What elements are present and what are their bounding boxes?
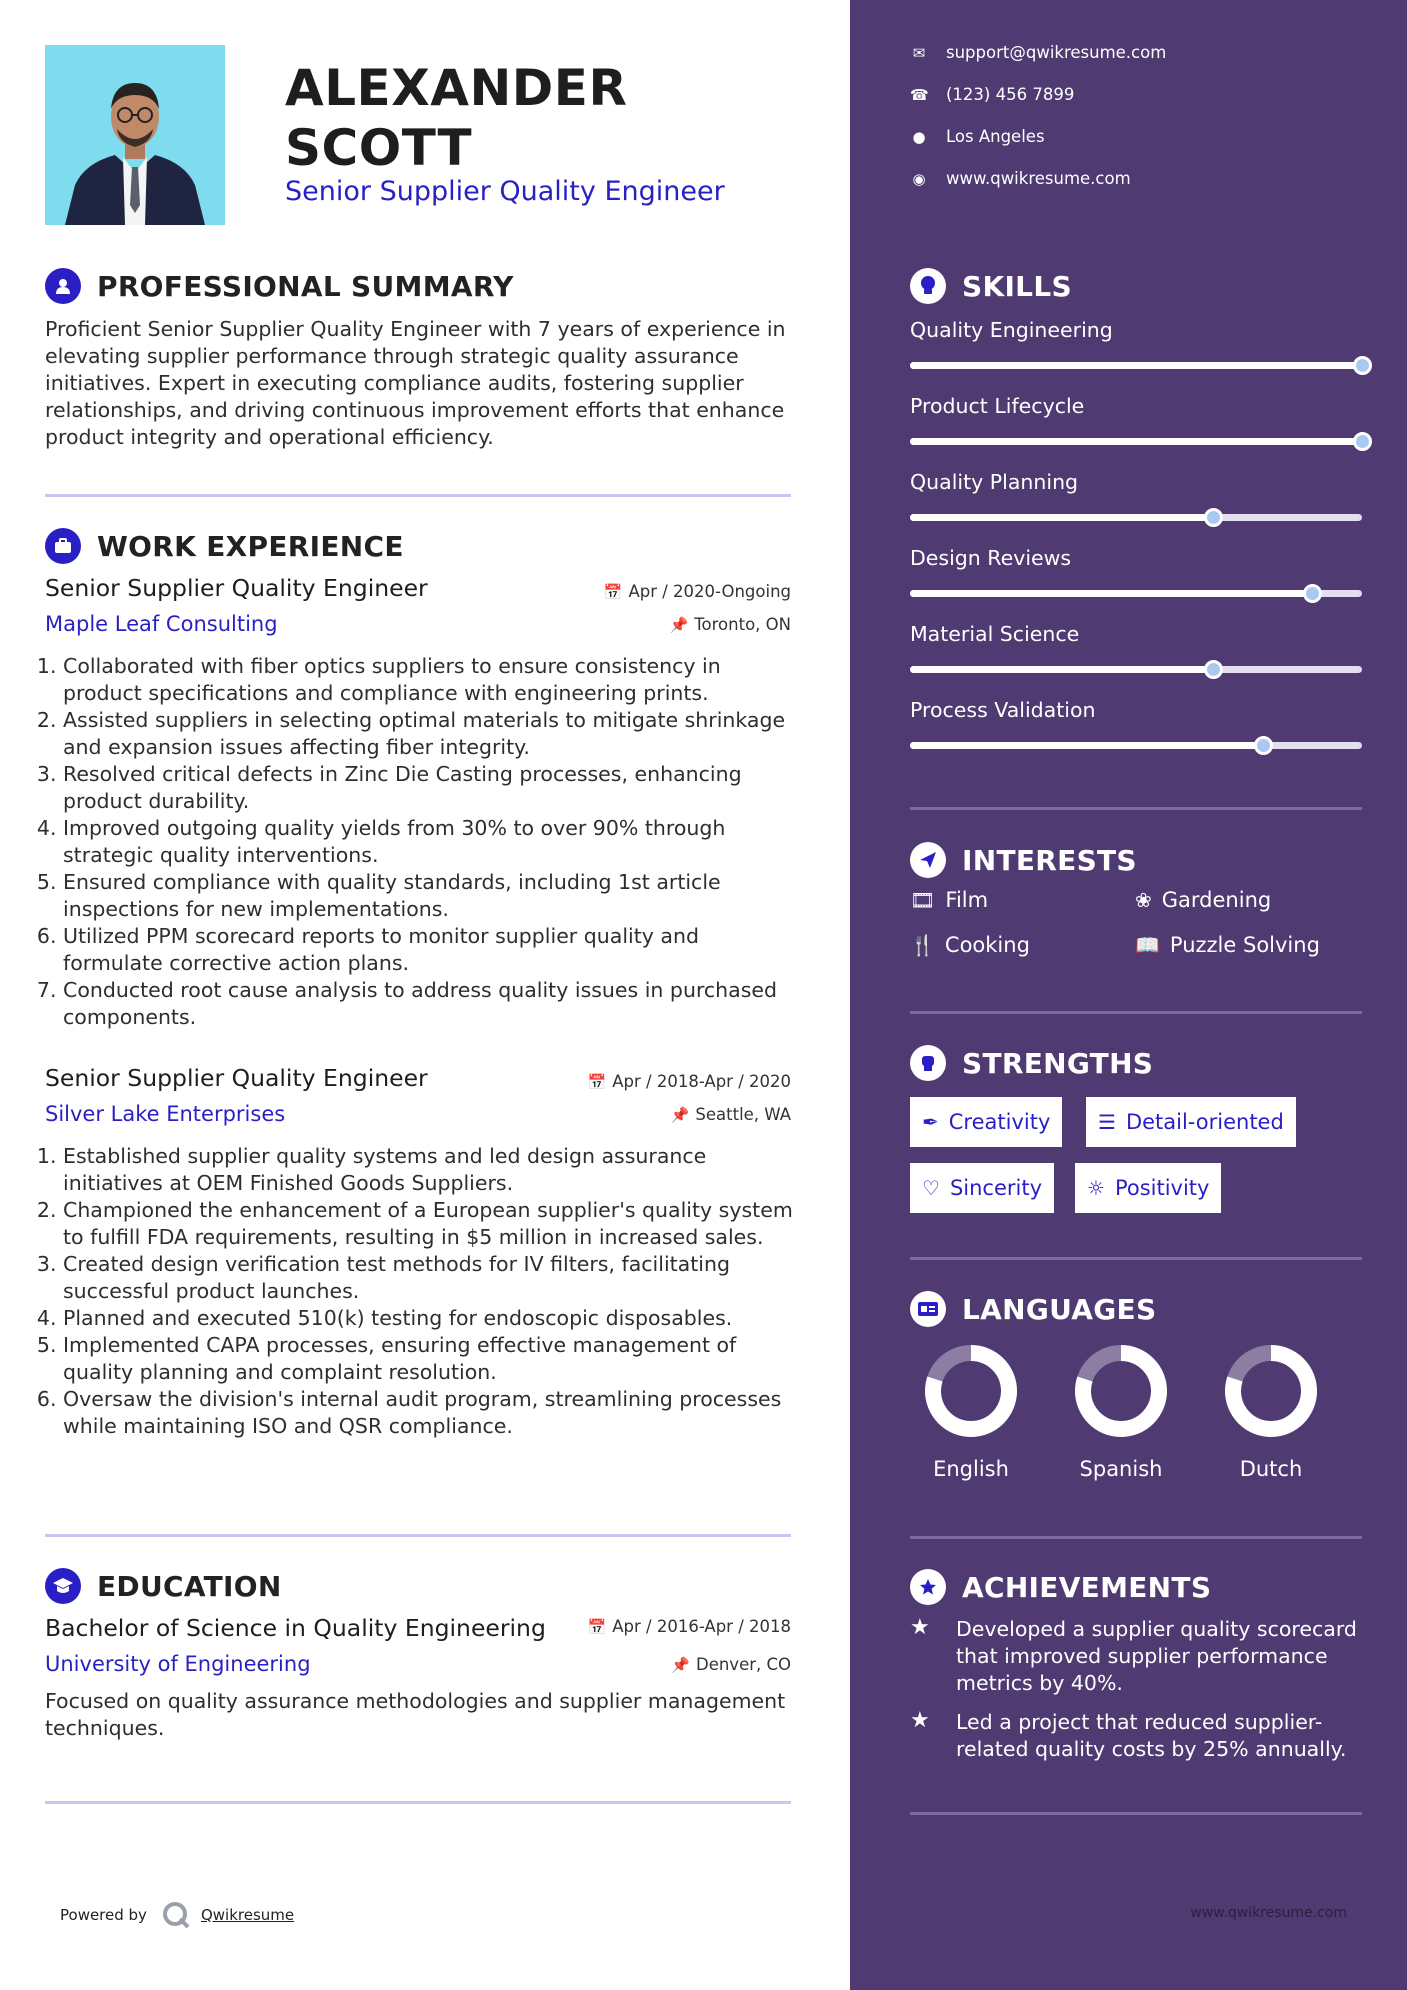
degree-title: Bachelor of Science in Quality Engineering <box>45 1614 546 1642</box>
summary-title: PROFESSIONAL SUMMARY <box>97 269 514 303</box>
skill-slider-knob <box>1353 432 1372 451</box>
language-item <box>1056 1343 1186 1481</box>
language-label: Dutch <box>1239 1457 1303 1481</box>
job-date-text: Apr / 2018-Apr / 2020 <box>612 1072 791 1091</box>
contact-phone <box>910 85 1074 104</box>
name-line-2: SCOTT <box>285 119 473 177</box>
strength-badge <box>1075 1163 1221 1213</box>
contact-phone-text: (123) 456 7899 <box>946 85 1075 104</box>
contact-email <box>910 43 1166 62</box>
interest-item <box>1135 888 1271 912</box>
envelope-icon: ✉ <box>912 43 926 62</box>
paper-plane-icon <box>910 842 946 878</box>
education-title: EDUCATION <box>97 1569 282 1603</box>
qwikresume-link[interactable]: Qwikresume <box>200 1906 295 1924</box>
map-marker-icon: ● <box>912 127 926 146</box>
education-location-text: Denver, CO <box>695 1655 791 1674</box>
skill-label: Process Validation <box>910 698 1096 722</box>
skill-slider-knob <box>1204 660 1223 679</box>
phone-icon: ☎ <box>910 85 929 104</box>
user-icon <box>45 268 81 304</box>
divider <box>45 1534 791 1537</box>
paintbrush-icon: ✒ <box>922 1110 939 1134</box>
education-date <box>588 1617 791 1636</box>
film-icon: 🎞 <box>910 888 936 912</box>
skill-bar-fill <box>910 514 1213 521</box>
language-ring <box>1223 1343 1319 1439</box>
experience-title: WORK EXPERIENCE <box>97 529 404 563</box>
skill-label: Material Science <box>910 622 1080 646</box>
summary-heading <box>45 268 514 304</box>
calendar-icon: 📅 <box>603 583 623 601</box>
skill-bar <box>910 742 1362 749</box>
list-item: 2. Assisted suppliers in selecting optimal materials to mitigate shrinkage and expansion issues affecting fiber integrity. <box>63 707 803 761</box>
list-icon: ☰ <box>1098 1110 1116 1134</box>
book-icon: 📖 <box>1135 933 1160 957</box>
contact-website <box>910 169 1131 188</box>
divider <box>45 494 791 497</box>
leaf-icon: ❀ <box>1135 888 1152 912</box>
name-line-1: ALEXANDER <box>285 59 628 117</box>
list-item: 1. Established supplier quality systems and led design assurance initiatives at OEM Finished Goods Suppliers. <box>63 1143 803 1197</box>
list-item: 2. Championed the enhancement of a European supplier's quality system to fulfill FDA requirements, resulting in $5 million in increased sales. <box>63 1197 803 1251</box>
achievements-title: ACHIEVEMENTS <box>962 1570 1212 1604</box>
language-item <box>906 1343 1036 1481</box>
strength-badge <box>1086 1097 1296 1147</box>
divider <box>910 1536 1362 1539</box>
skill-slider-knob <box>1254 736 1273 755</box>
skill-bar <box>910 666 1362 673</box>
strength-label: Detail-oriented <box>1125 1110 1284 1134</box>
job-duties-list <box>63 653 803 1031</box>
skill-bar-fill <box>910 438 1362 445</box>
education-date-text: Apr / 2016-Apr / 2018 <box>612 1617 791 1636</box>
pin-icon: 📌 <box>669 616 689 634</box>
language-label: English <box>933 1457 1009 1481</box>
calendar-icon: 📅 <box>587 1073 607 1091</box>
skill-bar-fill <box>910 590 1312 597</box>
skill-bar-fill <box>910 742 1263 749</box>
list-item: 3. Created design verification test methods for IV filters, facilitating successful product launches. <box>63 1251 803 1305</box>
job-date <box>604 582 791 601</box>
interest-label: Gardening <box>1161 888 1272 912</box>
job-location <box>670 615 791 634</box>
briefcase-icon <box>45 528 81 564</box>
divider <box>910 1011 1362 1014</box>
job-location-text: Toronto, ON <box>694 615 791 634</box>
job-date <box>588 1072 791 1091</box>
interest-label: Film <box>945 888 989 912</box>
powered-by <box>60 1900 294 1930</box>
school-name: University of Engineering <box>45 1652 311 1676</box>
skill-label: Quality Planning <box>910 470 1079 494</box>
skill-bar <box>910 438 1362 445</box>
profile-photo <box>45 45 225 225</box>
powered-by-label: Powered by <box>60 1906 147 1924</box>
language-ring <box>1073 1343 1169 1439</box>
skill-bar <box>910 590 1362 597</box>
skill-bar-fill <box>910 362 1362 369</box>
language-item <box>1206 1343 1336 1481</box>
interest-label: Cooking <box>944 933 1030 957</box>
pin-icon: 📌 <box>670 1106 690 1124</box>
star-badge-icon <box>910 1569 946 1605</box>
utensils-icon: 🍴 <box>910 933 935 957</box>
strength-badge <box>910 1163 1054 1213</box>
strength-label: Positivity <box>1114 1176 1210 1200</box>
skill-label: Design Reviews <box>910 546 1072 570</box>
language-card-icon <box>910 1291 946 1327</box>
list-item: 1. Collaborated with fiber optics suppliers to ensure consistency in product specifications and compliance with engineering prints. <box>63 653 803 707</box>
skill-bar <box>910 514 1362 521</box>
education-text: Focused on quality assurance methodologies and supplier management techniques. <box>45 1689 786 1740</box>
qwikresume-logo-icon <box>161 1900 191 1930</box>
star-icon: ★ <box>910 1708 930 1733</box>
experience-heading <box>45 528 404 564</box>
job-location-text: Seattle, WA <box>695 1105 791 1124</box>
contact-website-text[interactable]: www.qwikresume.com <box>946 169 1131 188</box>
list-item: 6. Oversaw the division's internal audit program, streamlining processes while maintaining ISO and QSR compliance. <box>63 1386 803 1440</box>
contact-email-text[interactable]: support@qwikresume.com <box>946 43 1167 62</box>
globe-icon: ◉ <box>912 169 926 188</box>
graduation-cap-icon <box>45 1568 81 1604</box>
achievement-item <box>910 1709 1370 1763</box>
achievement-item <box>910 1616 1370 1697</box>
job-location <box>671 1105 791 1124</box>
skill-bar <box>910 362 1362 369</box>
interest-item <box>910 933 1030 957</box>
calendar-icon: 📅 <box>587 1618 607 1636</box>
job-title: Senior Supplier Quality Engineer <box>45 574 428 602</box>
skill-label: Product Lifecycle <box>910 394 1085 418</box>
lightbulb-icon <box>910 268 946 304</box>
candidate-name <box>285 58 627 178</box>
achievements-heading <box>910 1569 1211 1605</box>
skill-slider-knob <box>1204 508 1223 527</box>
skill-slider-knob <box>1303 584 1322 603</box>
skills-title: SKILLS <box>962 269 1072 303</box>
divider <box>910 807 1362 810</box>
contact-location <box>910 127 1045 146</box>
interest-label: Puzzle Solving <box>1169 933 1320 957</box>
sidebar <box>850 0 1407 1990</box>
star-icon: ★ <box>910 1615 930 1640</box>
job-title: Senior Supplier Quality Engineer <box>45 1064 428 1092</box>
summary-text: Proficient Senior Supplier Quality Engineer with 7 years of experience in elevating supplier performance through strategic quality assurance initiatives. Expert in executing compliance audits, fostering supplier relationships, and driving continuous improvement efforts that enhance product integrity and operational efficiency. <box>45 317 786 449</box>
interests-title: INTERESTS <box>962 843 1137 877</box>
fist-icon <box>910 1045 946 1081</box>
strengths-title: STRENGTHS <box>962 1046 1154 1080</box>
pin-icon: 📌 <box>671 1656 690 1674</box>
list-item: 7. Conducted root cause analysis to address quality issues in purchased components. <box>63 977 803 1031</box>
job-duties-list <box>63 1143 803 1440</box>
skill-slider-knob <box>1353 356 1372 375</box>
footer-website[interactable]: www.qwikresume.com <box>1190 1905 1347 1921</box>
list-item: 4. Improved outgoing quality yields from 30% to over 90% through strategic quality interventions. <box>63 815 803 869</box>
job-company: Silver Lake Enterprises <box>45 1102 286 1126</box>
skill-label: Quality Engineering <box>910 318 1113 342</box>
education-location <box>671 1655 791 1674</box>
sun-icon: ☼ <box>1087 1176 1105 1200</box>
strength-badge <box>910 1097 1062 1147</box>
heart-icon: ♡ <box>922 1176 940 1200</box>
languages-title: LANGUAGES <box>962 1292 1157 1326</box>
divider <box>45 1801 791 1804</box>
interests-heading <box>910 842 1137 878</box>
interest-item <box>910 888 988 912</box>
candidate-role: Senior Supplier Quality Engineer <box>285 176 725 207</box>
strength-label: Creativity <box>948 1110 1051 1134</box>
education-heading <box>45 1568 282 1604</box>
skill-bar-fill <box>910 666 1213 673</box>
list-item: 5. Implemented CAPA processes, ensuring effective management of quality planning and complaint resolution. <box>63 1332 803 1386</box>
list-item: 6. Utilized PPM scorecard reports to monitor supplier quality and formulate corrective action plans. <box>63 923 803 977</box>
divider <box>910 1812 1362 1815</box>
strengths-heading <box>910 1045 1153 1081</box>
contact-location-text: Los Angeles <box>946 127 1045 146</box>
achievement-text: Developed a supplier quality scorecard that improved supplier performance metrics by 40%. <box>956 1617 1357 1695</box>
language-label: Spanish <box>1079 1457 1163 1481</box>
languages-heading <box>910 1291 1156 1327</box>
skills-heading <box>910 268 1072 304</box>
list-item: 3. Resolved critical defects in Zinc Die Casting processes, enhancing product durability. <box>63 761 803 815</box>
job-company: Maple Leaf Consulting <box>45 612 278 636</box>
list-item: 5. Ensured compliance with quality standards, including 1st article inspections for new implementations. <box>63 869 803 923</box>
job-date-text: Apr / 2020-Ongoing <box>628 582 791 601</box>
interest-item <box>1135 933 1320 957</box>
strength-label: Sincerity <box>949 1176 1043 1200</box>
divider <box>910 1257 1362 1260</box>
list-item: 4. Planned and executed 510(k) testing for endoscopic disposables. <box>63 1305 803 1332</box>
language-ring <box>923 1343 1019 1439</box>
achievement-text: Led a project that reduced supplier-related quality costs by 25% annually. <box>956 1710 1347 1761</box>
